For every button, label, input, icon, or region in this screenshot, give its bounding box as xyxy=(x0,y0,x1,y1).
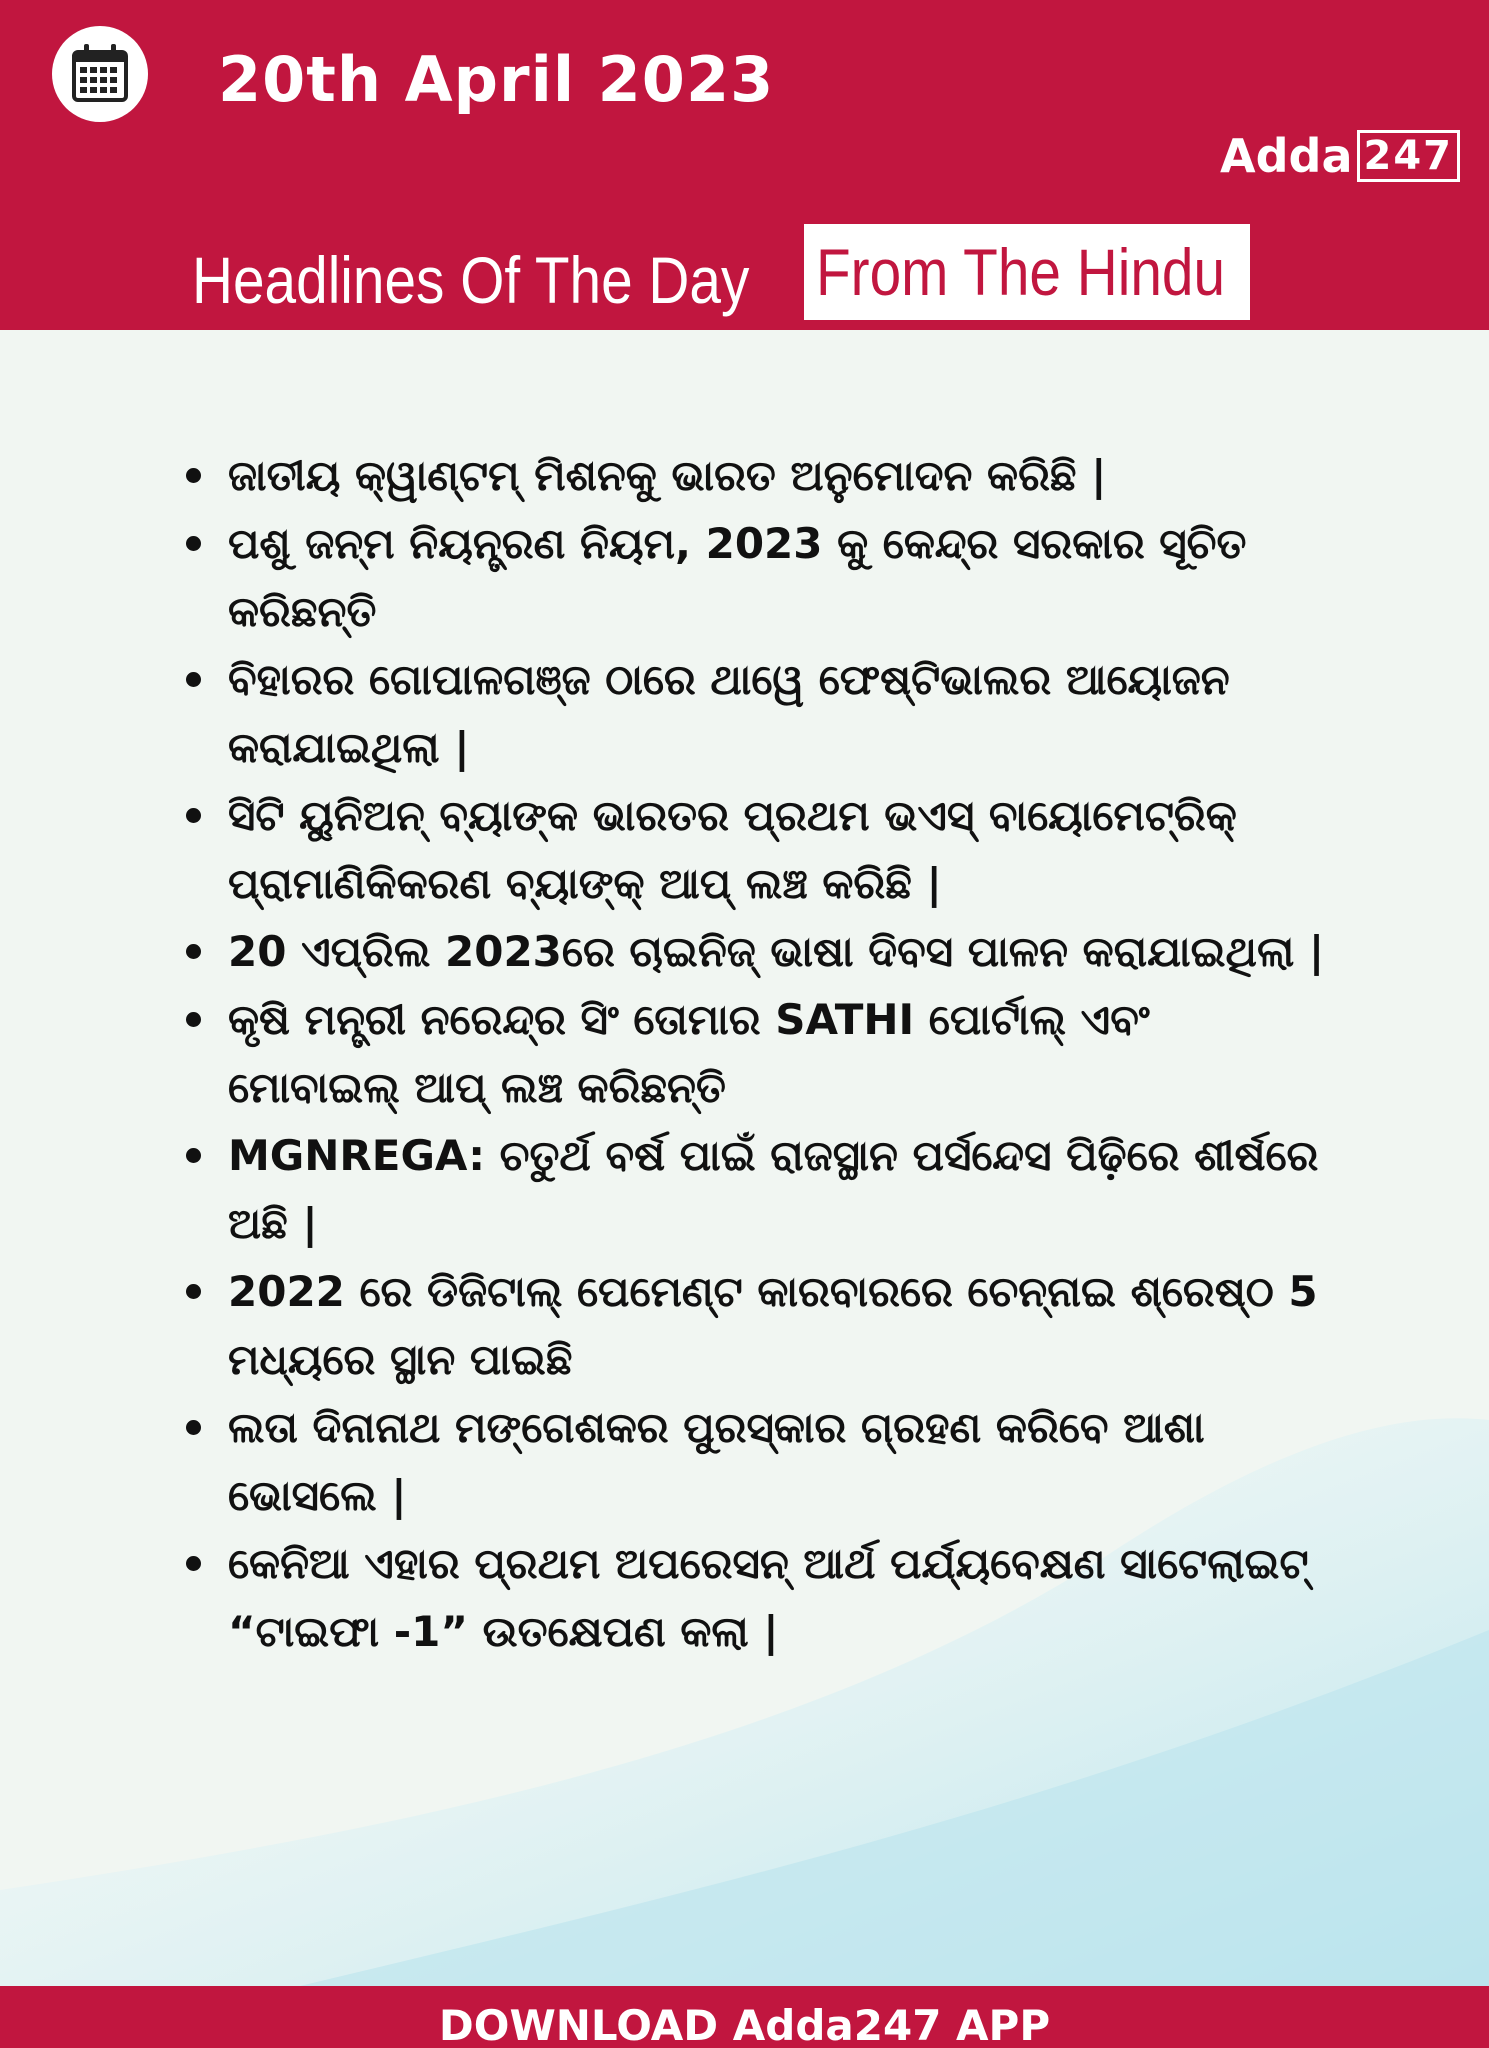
date-title: 20th April 2023 xyxy=(218,43,775,116)
bullet-icon xyxy=(186,808,201,823)
adda247-logo xyxy=(1220,128,1460,184)
list-item xyxy=(180,1530,1330,1666)
list-item xyxy=(180,1258,1330,1394)
bullet-icon xyxy=(186,1420,201,1435)
bullet-icon xyxy=(186,944,201,959)
bullet-icon xyxy=(186,1148,201,1163)
list-item xyxy=(180,510,1330,646)
footer-banner[interactable] xyxy=(0,1986,1489,2048)
headline-text: ବିହାରର ଗୋପାଳଗଞ୍ଜ ଠାରେ ଥାୱେ ଫେଷ୍ଟିଭାଲର ଆୟୋଜନ କରାଯାଇଥିଲା | xyxy=(228,655,1230,772)
header-banner xyxy=(0,0,1489,330)
bullet-icon xyxy=(186,1284,201,1299)
bullet-icon xyxy=(186,468,201,483)
list-item xyxy=(180,782,1330,918)
list-item xyxy=(180,442,1330,510)
calendar-icon xyxy=(70,42,130,104)
headline-text: ପଶୁ ଜନ୍ମ ନିୟନ୍ତ୍ରଣ ନିୟମ, 2023 କୁ କେନ୍ଦ୍ର ସରକାର ସୂଚିତ କରିଛନ୍ତି xyxy=(228,519,1247,636)
download-app-link[interactable]: DOWNLOAD Adda247 APP xyxy=(438,2001,1051,2048)
headlines-list xyxy=(180,442,1330,1666)
headline-text: କେନିଆ ଏହାର ପ୍ରଥମ ଅପରେସନ୍ ଆର୍ଥ ପର୍ଯ୍ୟବେକ୍ଷଣ ସାଟେଲାଇଟ୍ “ଟାଇଫା -1” ଉତକ୍ଷେପଣ କଲା | xyxy=(228,1539,1309,1656)
headline-label: Headlines Of The Day xyxy=(192,243,750,317)
headline-text: ସିଟି ୟୁନିଅନ୍ ବ୍ୟାଙ୍କ ଭାରତର ପ୍ରଥମ ଭଏସ୍ ବାୟୋମେଟ୍ରିକ୍ ପ୍ରାମାଣିକିକରଣ ବ୍ୟାଙ୍କ୍ ଆପ୍ ଲଞ୍ଚ କରିଛି | xyxy=(228,791,1237,908)
logo-text: Adda xyxy=(1220,129,1353,183)
list-item xyxy=(180,1122,1330,1258)
bullet-icon xyxy=(186,672,201,687)
headline-text: 2022 ରେ ଡିଜିଟାଲ୍ ପେମେଣ୍ଟ କାରବାରରେ ଚେନ୍ନାଇ ଶ୍ରେଷ୍ଠ 5 ମଧ୍ୟରେ ସ୍ଥାନ ପାଇଛି xyxy=(228,1267,1318,1384)
headline-text: ଜାତୀୟ କ୍ୱାଣ୍ଟମ୍ ମିଶନକୁ ଭାରତ ଅନୁମୋଦନ କରିଛି | xyxy=(228,451,1107,500)
source-badge xyxy=(804,224,1250,320)
headlines-section xyxy=(180,442,1330,1666)
headline-text: କୃଷି ମନ୍ତ୍ରୀ ନରେନ୍ଦ୍ର ସିଂ ତୋମାର SATHI ପୋର୍ଟାଲ୍ ଏବଂ ମୋବାଇଲ୍ ଆପ୍ ଲଞ୍ଚ କରିଛନ୍ତି xyxy=(228,995,1150,1112)
list-item xyxy=(180,986,1330,1122)
headline-text: ଲତା ଦିନାନାଥ ମଙ୍ଗେଶକର ପୁରସ୍କାର ଗ୍ରହଣ କରିବେ ଆଶା ଭୋସଲେ | xyxy=(228,1403,1205,1520)
list-item xyxy=(180,1394,1330,1530)
bullet-icon xyxy=(186,536,201,551)
list-item xyxy=(180,918,1330,986)
list-item xyxy=(180,646,1330,782)
logo-number: 247 xyxy=(1357,130,1461,182)
source-text: From The Hindu xyxy=(816,235,1226,309)
headline-text: MGNREGA: ଚତୁର୍ଥ ବର୍ଷ ପାଇଁ ରାଜସ୍ଥାନ ପର୍ସନ୍ଦେସ ପିଢ଼ିରେ ଶୀର୍ଷରେ ଅଛି | xyxy=(228,1131,1319,1248)
bullet-icon xyxy=(186,1556,201,1571)
bullet-icon xyxy=(186,1012,201,1027)
headline-text: 20 ଏପ୍ରିଲ 2023ରେ ଚାଇନିଜ୍ ଭାଷା ଦିବସ ପାଳନ କରାଯାଇଥିଲା | xyxy=(228,927,1325,976)
calendar-badge xyxy=(52,26,148,122)
